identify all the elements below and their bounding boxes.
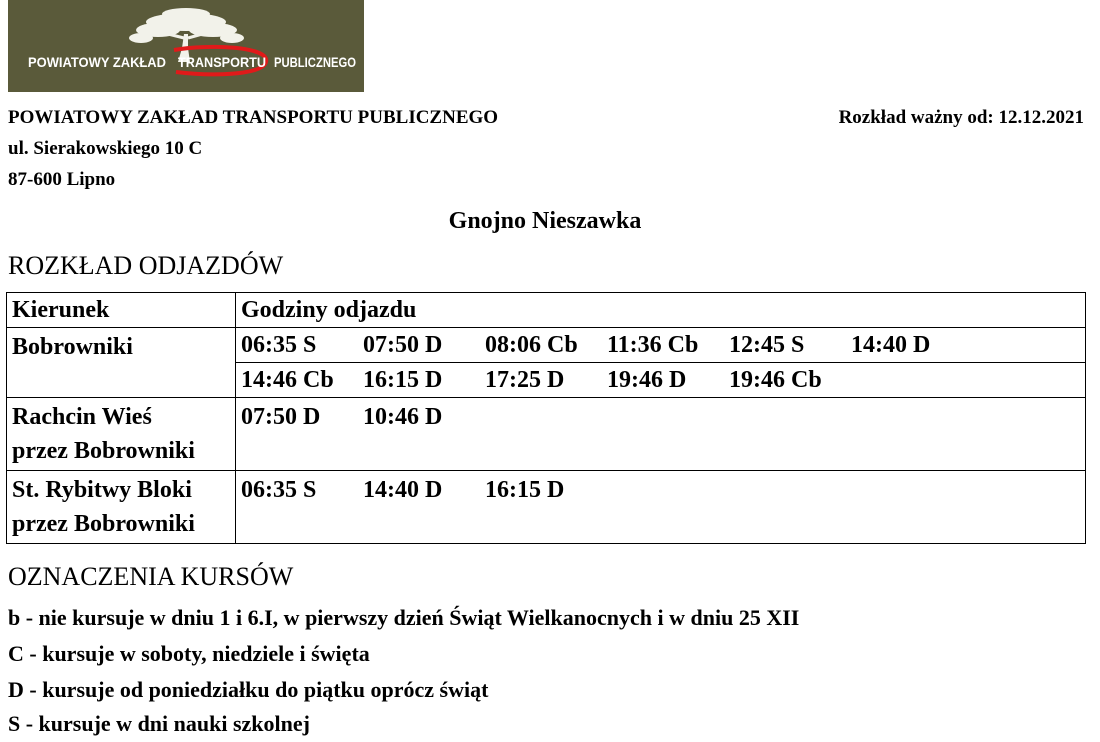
departure-times-cell — [236, 363, 1086, 398]
table-header-row — [7, 293, 1086, 328]
table-row — [7, 471, 1086, 544]
departure-time: 16:15 D — [363, 366, 443, 393]
departure-time: 14:40 D — [851, 331, 931, 358]
departure-times-cell — [236, 471, 1086, 544]
legend-item: S - kursuje w dni nauki szkolnej — [8, 711, 310, 736]
table-row — [7, 398, 1086, 471]
departure-time: 16:15 D — [485, 477, 565, 503]
direction-via: przez Bobrowniki — [12, 511, 195, 537]
departure-times-cell — [236, 398, 1086, 471]
departure-time: 07:50 D — [363, 331, 443, 358]
legend-item: C - kursuje w soboty, niedziele i święta — [8, 641, 370, 666]
company-name: POWIATOWY ZAKŁAD TRANSPORTU PUBLICZNEGO — [8, 107, 499, 128]
legend-item: D - kursuje od poniedziałku do piątku oprócz świąt — [8, 677, 489, 702]
times-column-header: Godziny odjazdu — [236, 293, 1086, 328]
direction-cell — [7, 471, 236, 544]
tree-logo-icon — [8, 0, 364, 92]
company-city: 87-600 Lipno — [8, 169, 116, 190]
departure-time: 07:50 D — [241, 404, 321, 430]
departure-time: 12:45 S — [729, 331, 805, 358]
direction-name: Rachcin Wieś — [12, 404, 152, 430]
departure-times-cell — [236, 328, 1086, 363]
legend-heading: OZNACZENIA KURSÓW — [8, 562, 294, 591]
logo-text-start: POWIATOWY ZAKŁAD — [28, 54, 166, 70]
logo-text-middle: TRANSPORTU — [178, 54, 266, 70]
valid-from-date: Rozkład ważny od: 12.12.2021 — [838, 107, 1084, 128]
stop-name: Gnojno Nieszawka — [448, 208, 642, 234]
departures-heading: ROZKŁAD ODJAZDÓW — [8, 251, 284, 280]
departure-time: 14:40 D — [363, 477, 443, 503]
departure-time: 08:06 Cb — [485, 331, 578, 358]
company-logo — [8, 0, 364, 92]
direction-via: przez Bobrowniki — [12, 438, 195, 464]
departure-time: 10:46 D — [363, 404, 443, 430]
departure-time: 17:25 D — [485, 366, 565, 393]
logo-text-end: PUBLICZNEGO — [274, 54, 357, 70]
departure-time: 14:46 Cb — [241, 366, 334, 393]
timetable — [6, 292, 1086, 544]
direction-name: Bobrowniki — [12, 334, 133, 360]
direction-column-header: Kierunek — [7, 293, 236, 328]
departure-time: 06:35 S — [241, 477, 317, 503]
table-row — [7, 328, 1086, 363]
departure-time: 11:36 Cb — [607, 331, 699, 358]
direction-cell — [7, 328, 236, 398]
direction-name: St. Rybitwy Bloki — [12, 477, 192, 503]
legend-item: b - nie kursuje w dniu 1 i 6.I, w pierwszy dzień Świąt Wielkanocnych i w dniu 25 XII — [8, 605, 800, 630]
departure-time: 19:46 D — [607, 366, 687, 393]
direction-cell — [7, 398, 236, 471]
company-street: ul. Sierakowskiego 10 C — [8, 138, 203, 159]
departure-time: 06:35 S — [241, 331, 317, 358]
departure-time: 19:46 Cb — [729, 366, 822, 393]
